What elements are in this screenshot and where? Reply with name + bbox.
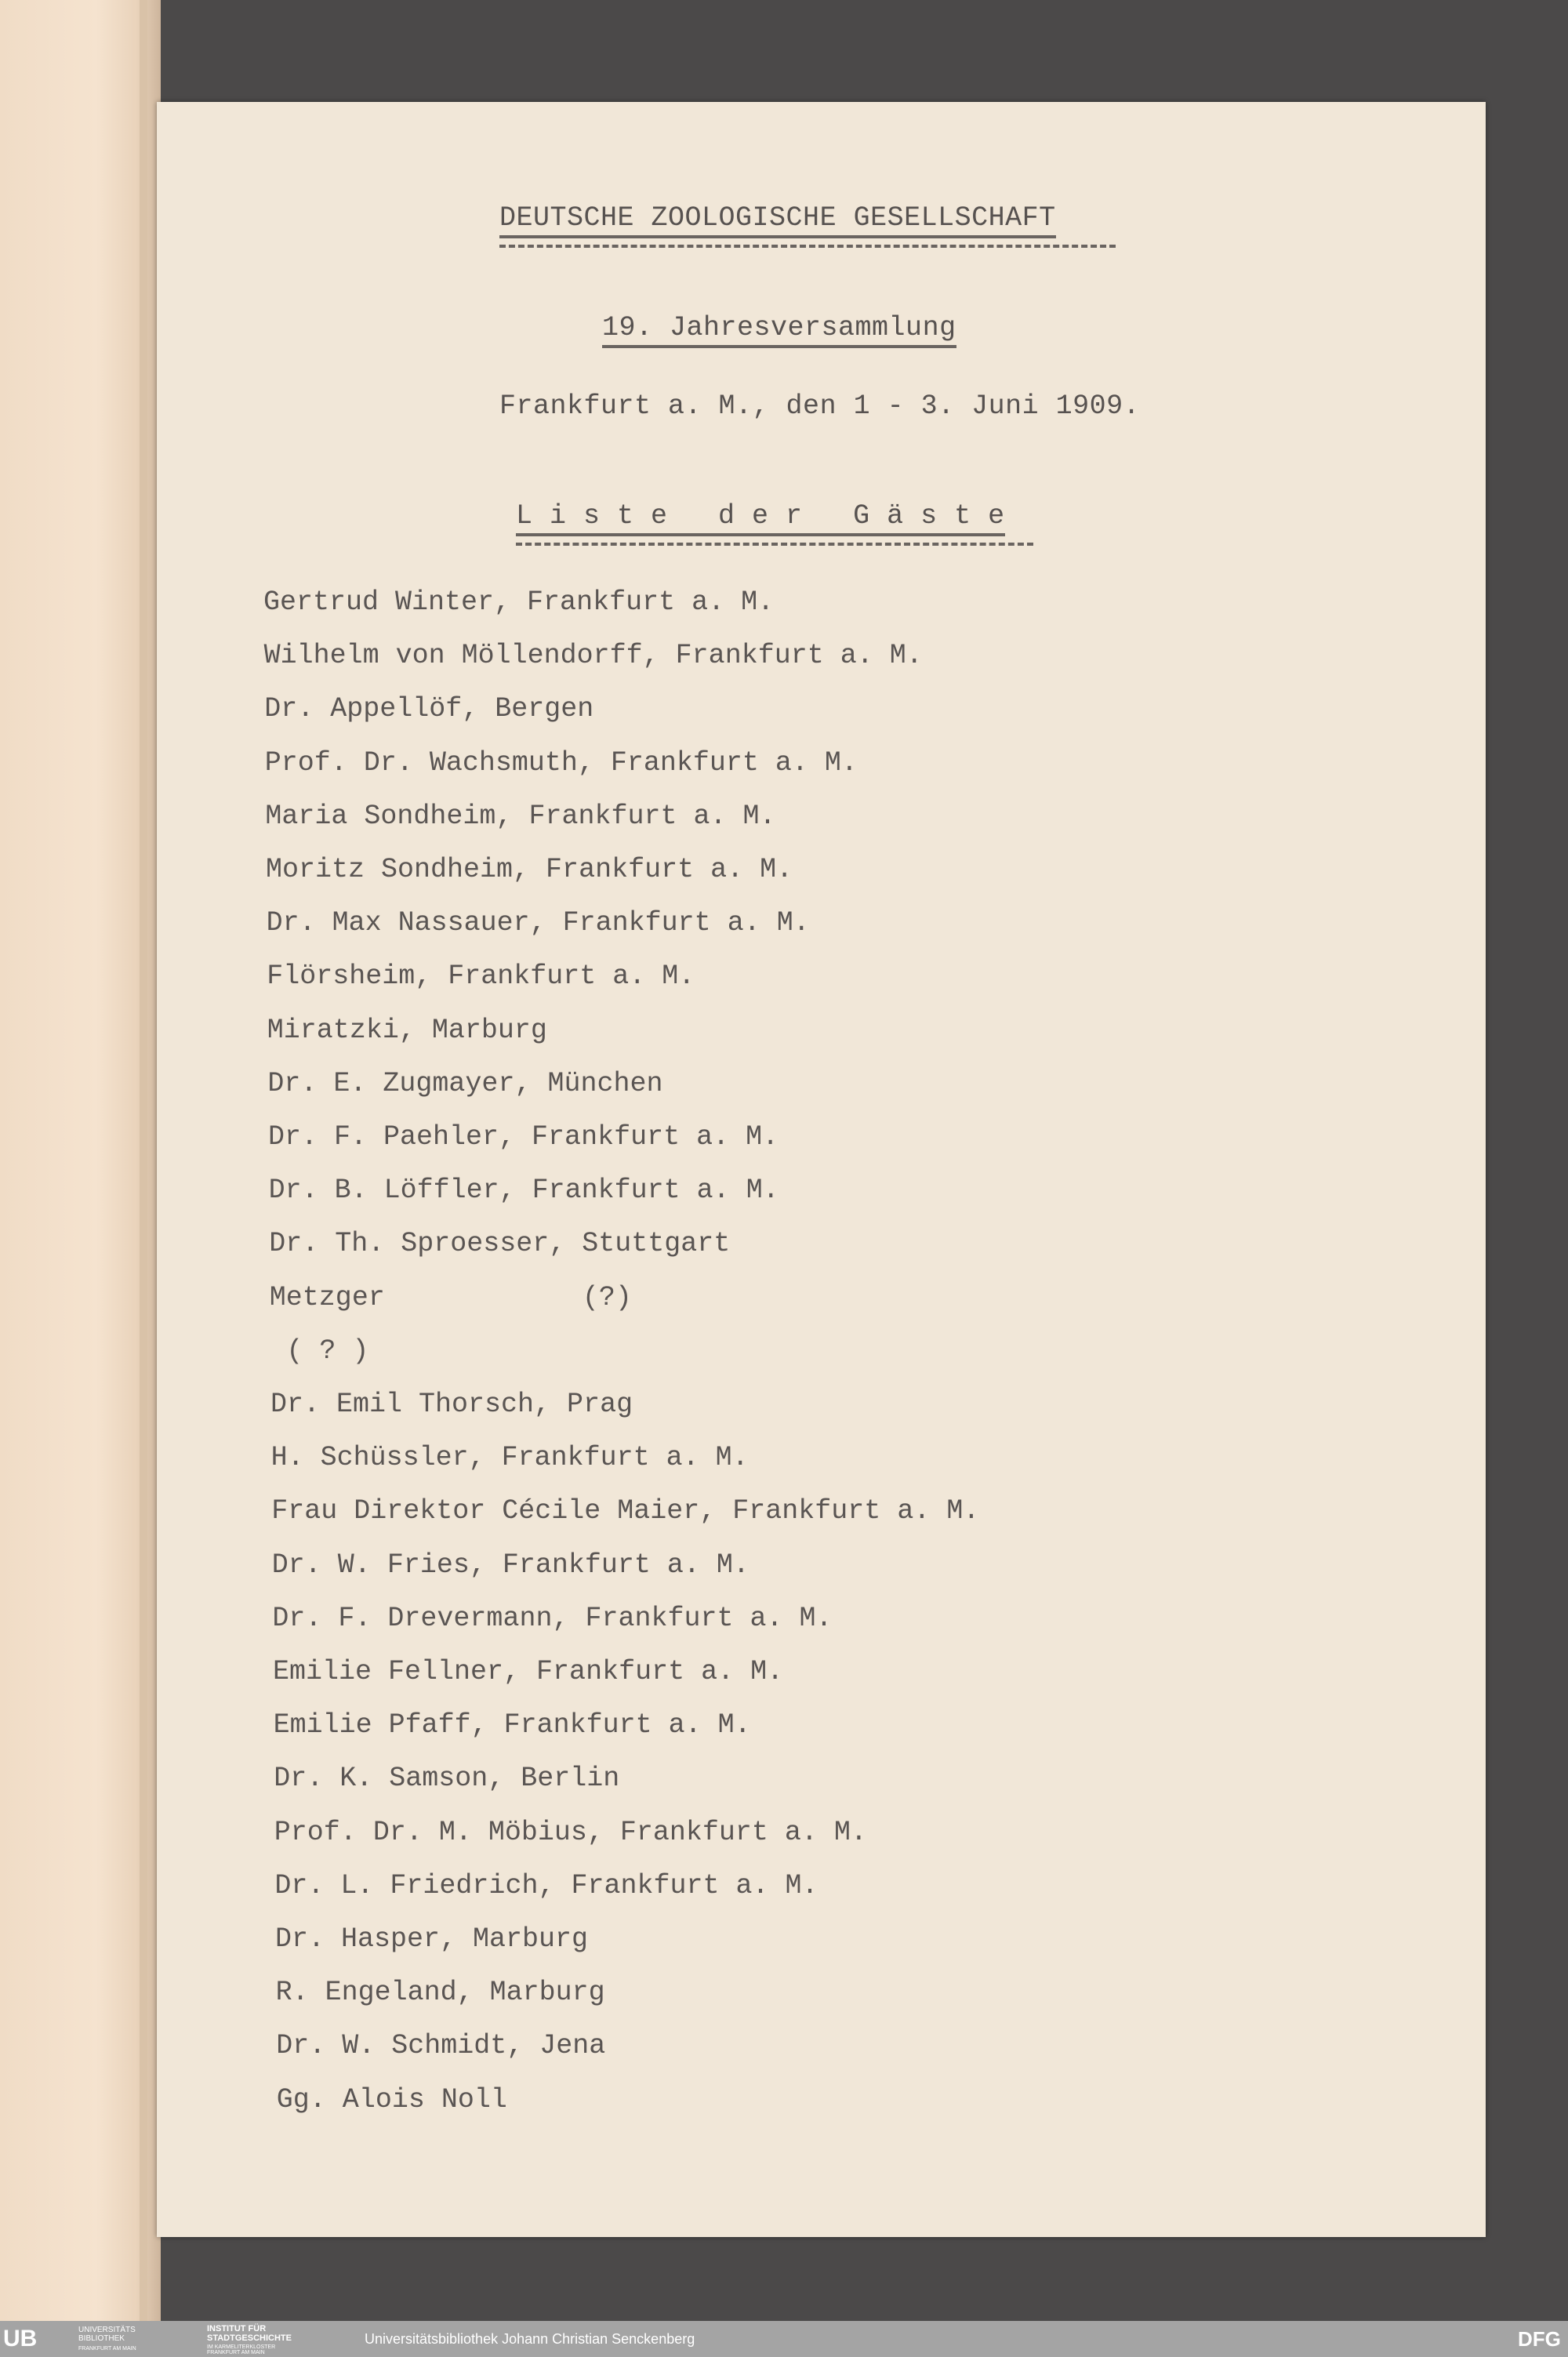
guest-entry: Dr. K. Samson, Berlin: [274, 1763, 620, 1795]
page-fold: [140, 0, 147, 2321]
guest-entry: Dr. Max Nassauer, Frankfurt a. M.: [266, 907, 810, 939]
heading-dashed-rule: [516, 543, 1033, 546]
guest-entry: Dr. E. Zugmayer, München: [267, 1067, 663, 1099]
library-name: Universitätsbibliothek Johann Christian Senckenberg: [365, 2331, 695, 2347]
guest-entry: Dr. Emil Thorsch, Prag: [270, 1389, 633, 1420]
guest-entry: Dr. F. Drevermann, Frankfurt a. M.: [272, 1602, 833, 1634]
guest-entry: Miratzki, Marburg: [267, 1014, 547, 1046]
guest-entry: R. Engeland, Marburg: [275, 1977, 605, 2009]
ub-sub: FRANKFURT AM MAIN: [78, 2346, 136, 2352]
guest-entry: Dr. Appellöf, Bergen: [264, 693, 594, 725]
guest-entry: Prof. Dr. M. Möbius, Frankfurt a. M.: [274, 1816, 867, 1848]
meeting-title: 19. Jahresversammlung: [602, 312, 956, 348]
guest-entry: ( ? ): [270, 1335, 369, 1367]
guest-entry: Prof. Dr. Wachsmuth, Frankfurt a. M.: [264, 746, 858, 779]
footer-bar: [0, 2321, 1568, 2357]
guest-entry: Dr. W. Schmidt, Jena: [276, 2030, 606, 2062]
institut-text: INSTITUT FÜR STADTGESCHICHTE: [207, 2324, 292, 2343]
guest-entry: Gg. Alois Noll: [276, 2083, 507, 2115]
guest-entry: Wilhelm von Möllendorff, Frankfurt a. M.: [263, 640, 923, 672]
guest-entry: Emilie Fellner, Frankfurt a. M.: [273, 1656, 784, 1687]
institut-sub: IM KARMELITERKLOSTER FRANKFURT AM MAIN: [207, 2344, 276, 2355]
document-page: [157, 102, 1486, 2237]
title-dashed-rule: [499, 245, 1116, 248]
place-date: Frankfurt a. M., den 1 - 3. Juni 1909.: [499, 390, 1141, 422]
guest-entry: Dr. L. Friedrich, Frankfurt a. M.: [274, 1869, 818, 1901]
guest-entry: Frau Direktor Cécile Maier, Frankfurt a. M.: [271, 1495, 980, 1527]
guest-entry: H. Schüssler, Frankfurt a. M.: [270, 1442, 749, 1474]
guest-entry: Maria Sondheim, Frankfurt a. M.: [265, 800, 776, 832]
ub-logo: UB: [3, 2326, 38, 2352]
ub-text: UNIVERSITÄTS BIBLIOTHEK: [78, 2326, 136, 2343]
guest-entry: Emilie Pfaff, Frankfurt a. M.: [273, 1709, 751, 1741]
guest-entry: Gertrud Winter, Frankfurt a. M.: [263, 587, 775, 618]
guest-entry: Metzger (?): [269, 1281, 632, 1313]
guest-entry: Flörsheim, Frankfurt a. M.: [267, 961, 695, 993]
guest-entry: Dr. Hasper, Marburg: [275, 1923, 589, 1955]
document-title: DEUTSCHE ZOOLOGISCHE GESELLSCHAFT: [499, 202, 1056, 238]
guest-entry: Dr. B. Löffler, Frankfurt a. M.: [268, 1175, 779, 1207]
book-page-edges: [0, 0, 161, 2321]
guest-entry: Dr. W. Fries, Frankfurt a. M.: [271, 1549, 750, 1581]
dfg-logo: DFG: [1518, 2327, 1561, 2351]
guest-entry: Dr. F. Paehler, Frankfurt a. M.: [268, 1121, 779, 1153]
guest-entry: Moritz Sondheim, Frankfurt a. M.: [266, 854, 793, 885]
guest-entry: Dr. Th. Sproesser, Stuttgart: [269, 1228, 731, 1260]
list-heading: L i s t e d e r G ä s t e: [516, 500, 1005, 536]
